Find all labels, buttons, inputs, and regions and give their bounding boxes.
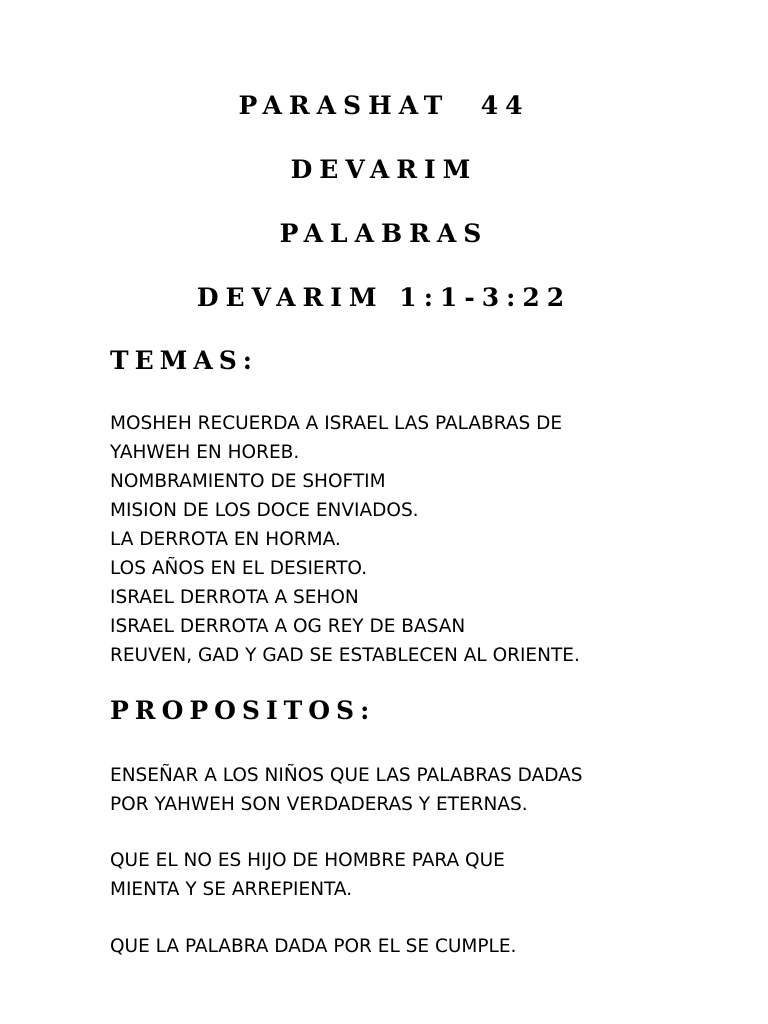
propositos-paragraph-3: [110, 932, 730, 961]
temas-line: NOMBRAMIENTO DE SHOFTIM: [110, 471, 386, 492]
title-parashat: PARASHAT 44: [238, 91, 530, 120]
title-devarim: DEVARIM: [290, 155, 478, 184]
temas-line: MOSHEH RECUERDA A ISRAEL LAS PALABRAS DE: [110, 413, 563, 434]
propositos-paragraph-1: [110, 761, 730, 819]
title-reference: DEVARIM 1:1-3:22: [196, 283, 572, 312]
temas-line: LA DERROTA EN HORMA.: [110, 529, 341, 550]
propositos-heading: PROPOSITOS:: [110, 696, 376, 725]
propositos-line: QUE EL NO ES HIJO DE HOMBRE PARA QUE: [110, 850, 505, 871]
propositos-line: POR YAHWEH SON VERDADERAS Y ETERNAS.: [110, 794, 528, 815]
temas-list: [110, 409, 730, 670]
temas-line: ISRAEL DERROTA A OG REY DE BASAN: [110, 616, 466, 637]
temas-heading: TEMAS:: [110, 346, 259, 375]
title-palabras: PALABRAS: [279, 219, 489, 248]
propositos-line: ENSEÑAR A LOS NIÑOS QUE LAS PALABRAS DADAS: [110, 765, 583, 786]
propositos-paragraph-2: [110, 846, 730, 904]
propositos-line: QUE LA PALABRA DADA POR EL SE CUMPLE.: [110, 936, 517, 957]
temas-line: LOS AÑOS EN EL DESIERTO.: [110, 558, 368, 579]
temas-line: ISRAEL DERROTA A SEHON: [110, 587, 359, 608]
propositos-line: MIENTA Y SE ARREPIENTA.: [110, 879, 353, 900]
temas-line: MISION DE LOS DOCE ENVIADOS.: [110, 500, 419, 521]
temas-line: REUVEN, GAD Y GAD SE ESTABLECEN AL ORIENTE.: [110, 645, 580, 666]
temas-line: YAHWEH EN HOREB.: [110, 442, 300, 463]
